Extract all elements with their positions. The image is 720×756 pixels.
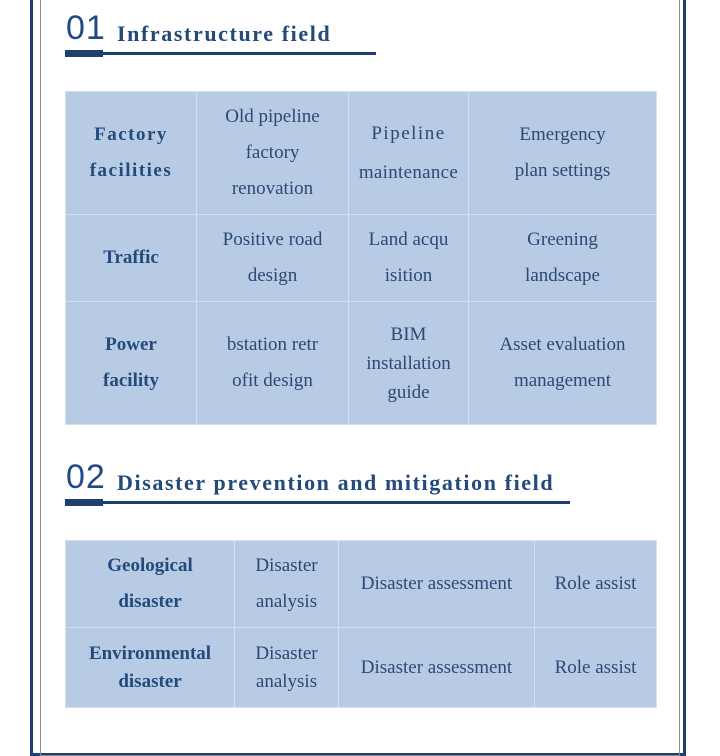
cell-line: renovation (231, 178, 314, 199)
section-number: 02 (66, 458, 106, 496)
row-header (66, 92, 197, 215)
cell-line: analysis (255, 670, 318, 692)
cell-line: installation (366, 352, 451, 374)
row-header-line: Factory (94, 124, 168, 145)
table-row (66, 628, 657, 708)
cell-line: analysis (255, 591, 318, 612)
heading-underline-accent (65, 50, 103, 57)
cell-line: Emergency (519, 124, 606, 145)
row-header-line: disaster (118, 591, 182, 612)
table-cell (349, 215, 469, 302)
row-header-line: facility (103, 370, 159, 391)
table-row (66, 541, 657, 628)
cell-line: Pipeline (371, 123, 446, 144)
cell-line: bstation retr (226, 334, 319, 355)
cell-line: Old pipeline (225, 106, 320, 127)
cell-line: Role assist (554, 656, 637, 678)
row-header (66, 302, 197, 425)
cell-line: Disaster (255, 642, 318, 664)
table-cell (469, 215, 657, 302)
table-cell (535, 541, 657, 628)
table-cell (197, 302, 349, 425)
heading-underline (65, 52, 376, 55)
row-header-line: Power (105, 334, 157, 355)
cell-line: isition (384, 265, 433, 286)
cell-line: Asset evaluation (499, 334, 626, 355)
cell-line: Disaster assessment (360, 656, 513, 678)
cell-line: Disaster (255, 555, 318, 576)
table-cell (535, 628, 657, 708)
table-cell (339, 541, 535, 628)
table-cell (197, 92, 349, 215)
cell-line: guide (387, 381, 430, 403)
section-title: Disaster prevention and mitigation field (117, 470, 555, 495)
row-header-line: Geological (107, 555, 193, 576)
table-row (66, 92, 657, 215)
table-row (66, 215, 657, 302)
cell-line: Greening (527, 229, 598, 250)
row-header-line: Environmental (88, 642, 212, 664)
section-number: 01 (66, 9, 106, 47)
table-cell (349, 302, 469, 425)
table-cell (235, 628, 339, 708)
table-cell (197, 215, 349, 302)
heading-underline (65, 501, 570, 504)
row-header-line: facilities (89, 160, 173, 181)
cell-line: plan settings (514, 160, 611, 181)
row-header-line: disaster (118, 670, 182, 692)
cell-line: BIM (390, 323, 427, 345)
cell-line: ofit design (232, 370, 313, 391)
section-title: Infrastructure field (117, 21, 332, 46)
table-row (66, 302, 657, 425)
cell-line: design (247, 265, 298, 286)
row-header (66, 541, 235, 628)
cell-line: landscape (525, 265, 600, 286)
row-header (66, 628, 235, 708)
table-cell (469, 302, 657, 425)
table-cell (349, 92, 469, 215)
cell-line: maintenance (358, 162, 459, 183)
infrastructure-table (65, 91, 657, 425)
table-cell (469, 92, 657, 215)
table-cell (339, 628, 535, 708)
table-cell (235, 541, 339, 628)
cell-line: Positive road (222, 229, 323, 250)
cell-line: Role assist (554, 573, 637, 594)
row-header (66, 215, 197, 302)
heading-underline-accent (65, 499, 103, 506)
cell-line: management (513, 370, 612, 391)
cell-line: factory (245, 142, 300, 163)
row-header-line: Traffic (103, 247, 159, 268)
disaster-table (65, 540, 657, 708)
cell-line: Land acqu (368, 229, 449, 250)
cell-line: Disaster assessment (360, 573, 513, 594)
